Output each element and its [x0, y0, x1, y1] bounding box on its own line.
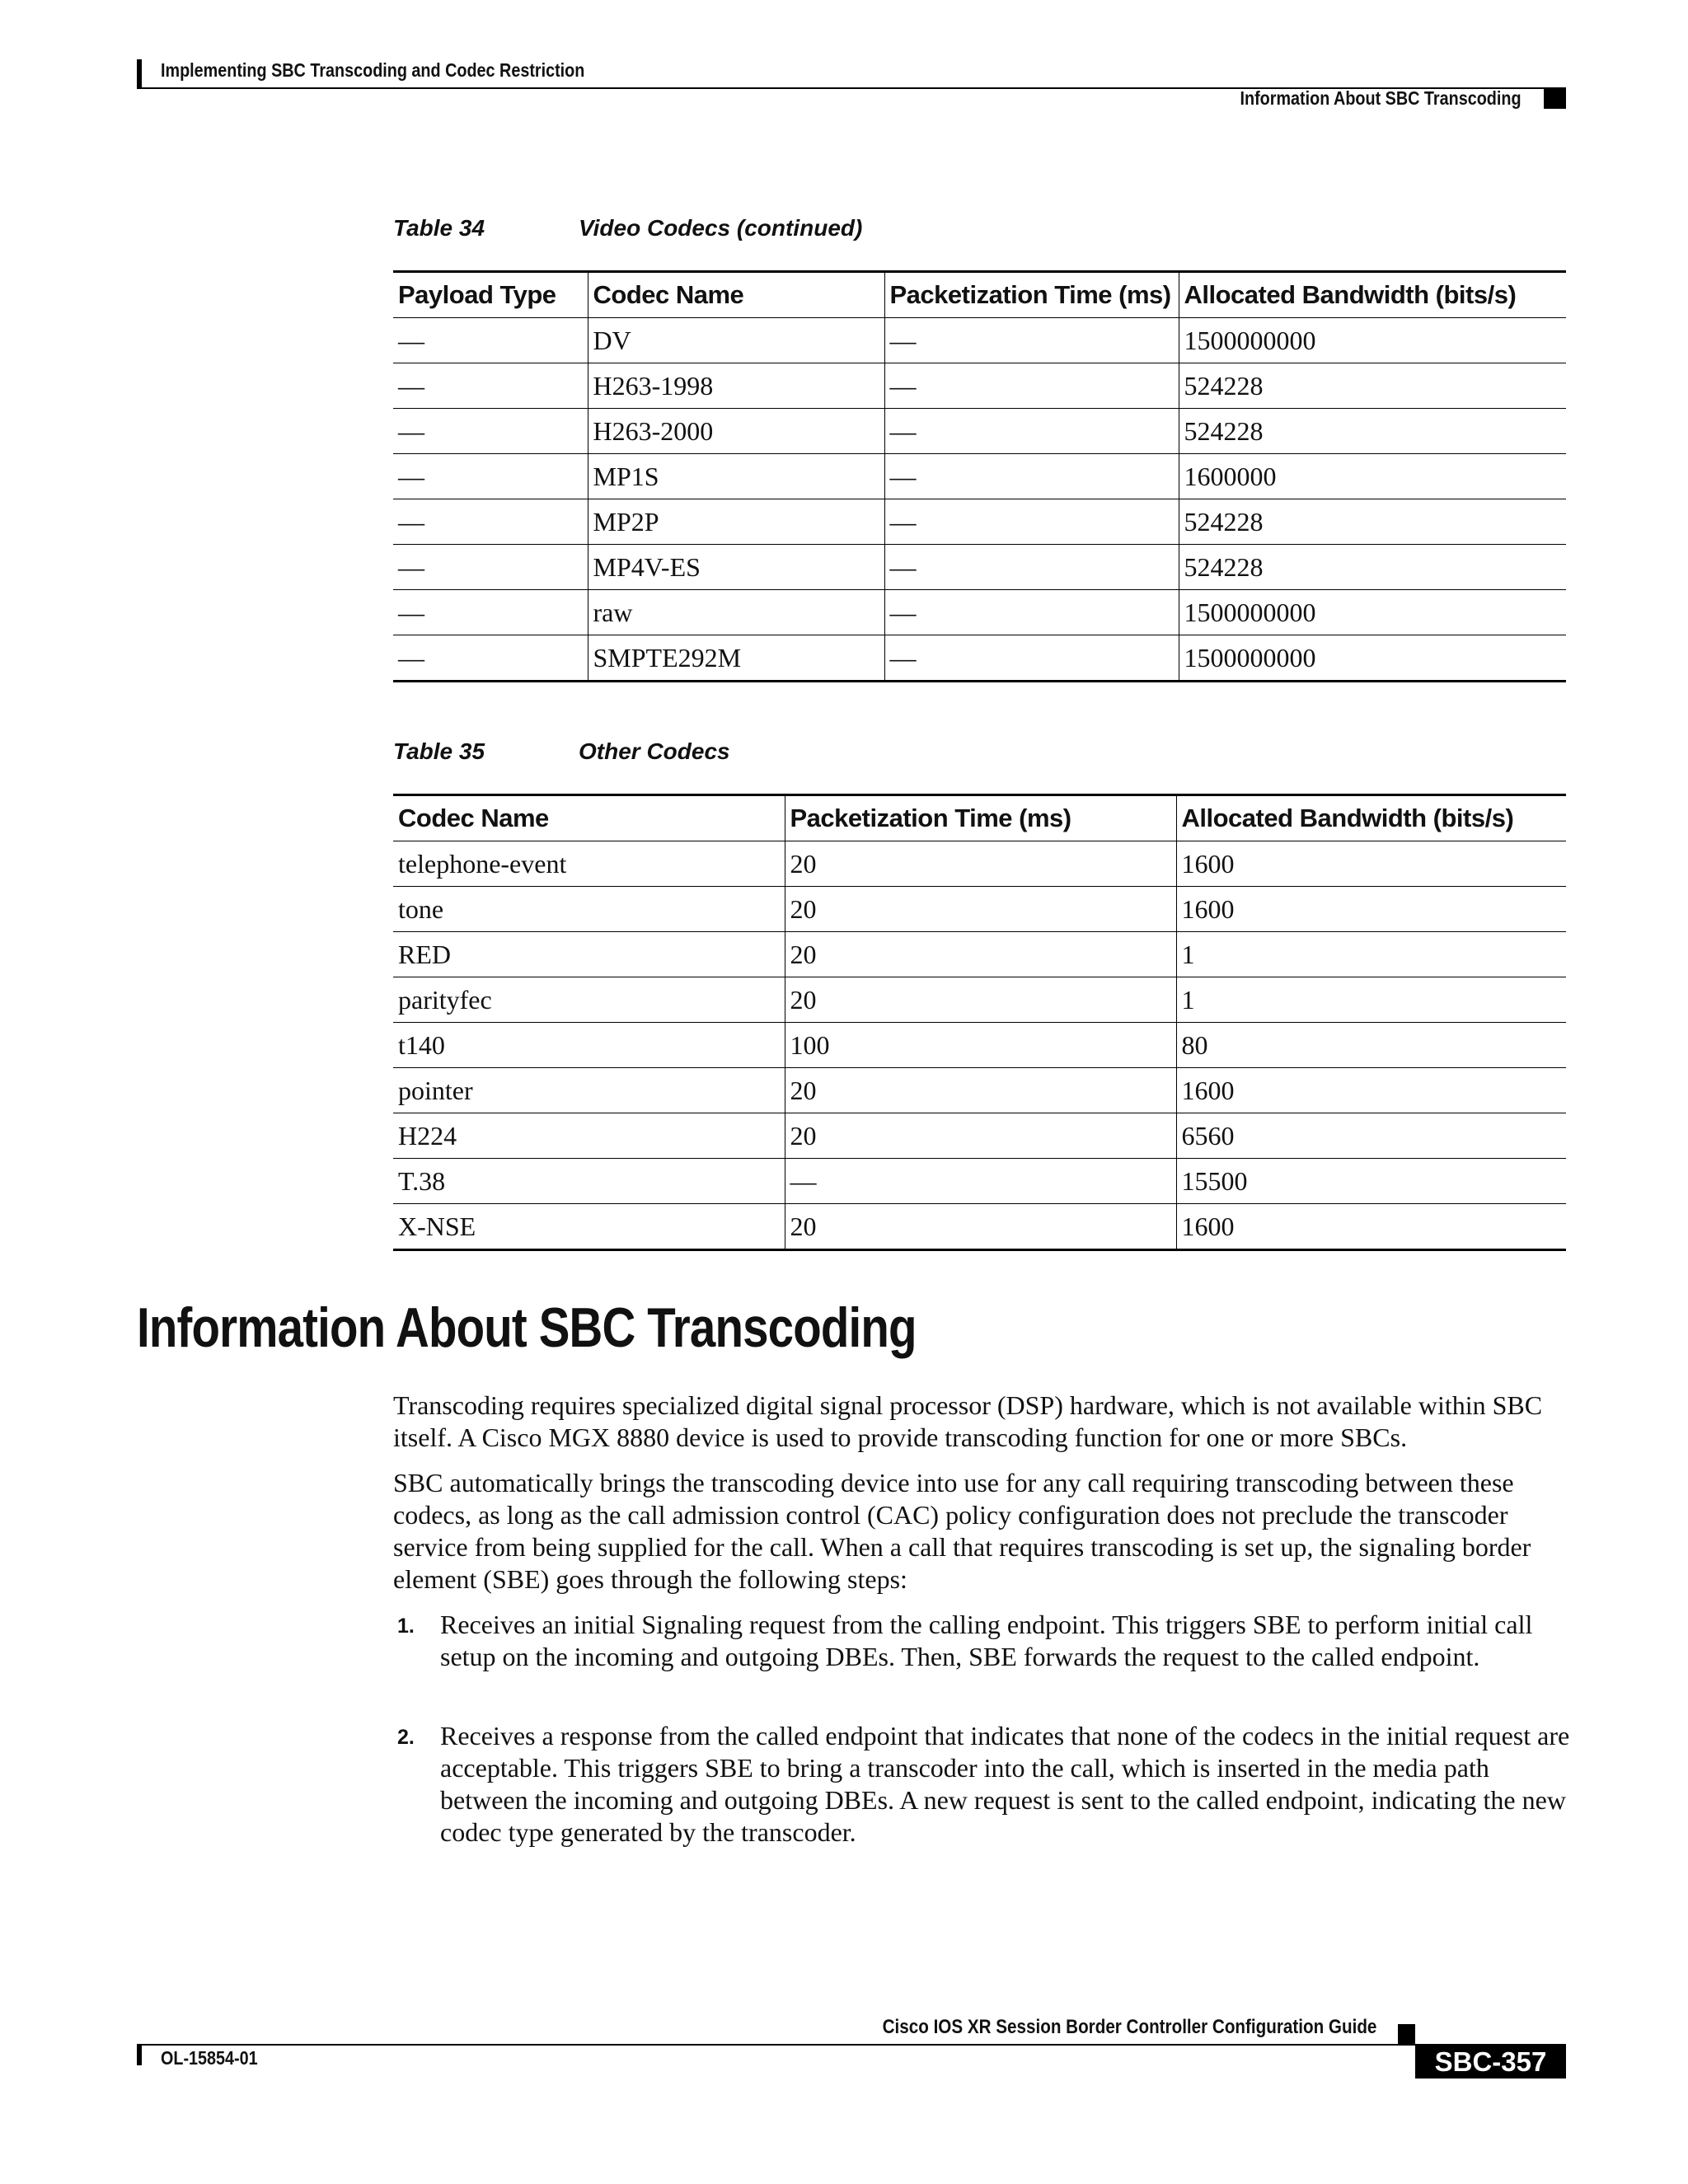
- table-row: [393, 499, 1566, 545]
- column-header: Payload Type: [393, 272, 588, 318]
- section-heading: Information About SBC Transcoding: [137, 1296, 917, 1359]
- column-header: Codec Name: [588, 272, 884, 318]
- table-cell: —: [393, 590, 588, 635]
- table-row: [393, 363, 1566, 409]
- step-number: 2.: [397, 1726, 415, 1749]
- table-cell: —: [884, 454, 1179, 499]
- chapter-title: Implementing SBC Transcoding and Codec Restriction: [161, 59, 585, 81]
- table-cell: SMPTE292M: [588, 635, 884, 682]
- step-text: Receives a response from the called endpoint that indicates that none of the codecs in the initial request are acceptable. This triggers SBE to bring a transcoder into the call, which is inserted in the media path between the incoming and outgoing DBEs. A new request is sent to the called endpoint, indicating the new codec type generated by the transcoder.: [440, 1721, 1570, 1847]
- table-cell: 20: [785, 1068, 1176, 1113]
- table-cell: —: [393, 363, 588, 409]
- body-paragraph: SBC automatically brings the transcoding device into use for any call requiring transcoding between these codecs, as long as the call admission control (CAC) policy configuration does not preclude the transcoder service from being supplied for the call. When a call that requires transcoding is set up, the signaling border element (SBE) goes through the following steps:: [393, 1468, 1531, 1594]
- running-section-title: Information About SBC Transcoding: [1240, 87, 1522, 109]
- table-cell: MP2P: [588, 499, 884, 545]
- table-row: [393, 545, 1566, 590]
- table-row: [393, 635, 1566, 682]
- table-cell: —: [884, 409, 1179, 454]
- header-left-bar: [137, 59, 142, 89]
- table-cell: 1: [1176, 932, 1566, 977]
- table-cell: 524228: [1179, 545, 1566, 590]
- table-cell: MP1S: [588, 454, 884, 499]
- table-cell: telephone-event: [393, 841, 785, 887]
- table-cell: —: [884, 363, 1179, 409]
- body-paragraph: Transcoding requires specialized digital signal processor (DSP) hardware, which is not available within SBC itself. A Cisco MGX 8880 device is used to provide transcoding function for one or more SBCs.: [393, 1390, 1543, 1452]
- table-cell: 100: [785, 1023, 1176, 1068]
- table-cell: T.38: [393, 1159, 785, 1204]
- table-cell: 15500: [1176, 1159, 1566, 1204]
- table-cell: —: [393, 635, 588, 682]
- table-cell: MP4V-ES: [588, 545, 884, 590]
- table35-header-row: [393, 795, 1566, 841]
- table-cell: 80: [1176, 1023, 1566, 1068]
- table34-header-row: [393, 272, 1566, 318]
- table-cell: 1600: [1176, 841, 1566, 887]
- table34-caption: [393, 215, 862, 241]
- table-cell: 20: [785, 932, 1176, 977]
- table-row: [393, 318, 1566, 363]
- column-header: Allocated Bandwidth (bits/s): [1179, 272, 1566, 318]
- table-row: [393, 1023, 1566, 1068]
- table34-number: Table 34: [393, 215, 485, 241]
- table-cell: 20: [785, 1113, 1176, 1159]
- other-codecs-table: [393, 794, 1566, 1251]
- step-text: Receives an initial Signaling request from the calling endpoint. This triggers SBE to perform initial call setup on the incoming and outgoing DBEs. Then, SBE forwards the request to the called endpoint.: [440, 1610, 1533, 1671]
- table-cell: 1: [1176, 977, 1566, 1023]
- table-cell: —: [785, 1159, 1176, 1204]
- step-number: 1.: [397, 1615, 415, 1638]
- table-row: [393, 409, 1566, 454]
- column-header: Packetization Time (ms): [884, 272, 1179, 318]
- table-cell: 20: [785, 1204, 1176, 1250]
- table-row: [393, 1159, 1566, 1204]
- table-cell: H263-2000: [588, 409, 884, 454]
- step-item: [393, 1720, 1572, 1849]
- table-cell: 1500000000: [1179, 635, 1566, 682]
- table-row: [393, 1113, 1566, 1159]
- table35-body: [393, 841, 1566, 1250]
- table-row: [393, 454, 1566, 499]
- table-cell: —: [884, 318, 1179, 363]
- table35-number: Table 35: [393, 738, 485, 764]
- table-cell: 6560: [1176, 1113, 1566, 1159]
- table35-caption: [393, 738, 730, 765]
- table-row: [393, 977, 1566, 1023]
- table-cell: 1600: [1176, 887, 1566, 932]
- table-cell: —: [393, 545, 588, 590]
- footer-rule: [137, 2044, 1566, 2046]
- footer-left-bar: [137, 2046, 142, 2065]
- table-row: [393, 1204, 1566, 1250]
- table-cell: parityfec: [393, 977, 785, 1023]
- table-row: [393, 590, 1566, 635]
- table-cell: —: [884, 499, 1179, 545]
- table-cell: —: [884, 635, 1179, 682]
- table-cell: 20: [785, 887, 1176, 932]
- column-header: Packetization Time (ms): [785, 795, 1176, 841]
- step-item: [393, 1609, 1572, 1673]
- table-cell: —: [393, 499, 588, 545]
- table-row: [393, 932, 1566, 977]
- table-cell: —: [884, 590, 1179, 635]
- table-cell: —: [884, 545, 1179, 590]
- table-cell: 1500000000: [1179, 318, 1566, 363]
- column-header: Codec Name: [393, 795, 785, 841]
- column-header: Allocated Bandwidth (bits/s): [1176, 795, 1566, 841]
- table-cell: 1500000000: [1179, 590, 1566, 635]
- table-cell: t140: [393, 1023, 785, 1068]
- table-cell: H263-1998: [588, 363, 884, 409]
- table-cell: 1600: [1176, 1068, 1566, 1113]
- table-cell: X-NSE: [393, 1204, 785, 1250]
- table-cell: 524228: [1179, 363, 1566, 409]
- table-cell: pointer: [393, 1068, 785, 1113]
- table-cell: DV: [588, 318, 884, 363]
- table-cell: RED: [393, 932, 785, 977]
- table-cell: raw: [588, 590, 884, 635]
- table-cell: 524228: [1179, 499, 1566, 545]
- table-row: [393, 841, 1566, 887]
- table-cell: 1600000: [1179, 454, 1566, 499]
- table35-title: Other Codecs: [579, 738, 730, 764]
- page-number: SBC-357: [1415, 2046, 1566, 2079]
- table34-title: Video Codecs (continued): [579, 215, 863, 241]
- table-cell: 524228: [1179, 409, 1566, 454]
- table-row: [393, 1068, 1566, 1113]
- table-cell: —: [393, 318, 588, 363]
- header-square-marker: [1544, 89, 1566, 109]
- document-number: OL-15854-01: [161, 2047, 258, 2069]
- table-cell: tone: [393, 887, 785, 932]
- guide-title: Cisco IOS XR Session Border Controller Configuration Guide: [882, 2016, 1376, 2038]
- table-cell: 20: [785, 977, 1176, 1023]
- table34-body: [393, 318, 1566, 682]
- video-codecs-table: [393, 270, 1566, 682]
- table-cell: H224: [393, 1113, 785, 1159]
- footer-square-marker: [1398, 2024, 1415, 2046]
- table-cell: 20: [785, 841, 1176, 887]
- table-row: [393, 887, 1566, 932]
- table-cell: —: [393, 409, 588, 454]
- table-cell: —: [393, 454, 588, 499]
- table-cell: 1600: [1176, 1204, 1566, 1250]
